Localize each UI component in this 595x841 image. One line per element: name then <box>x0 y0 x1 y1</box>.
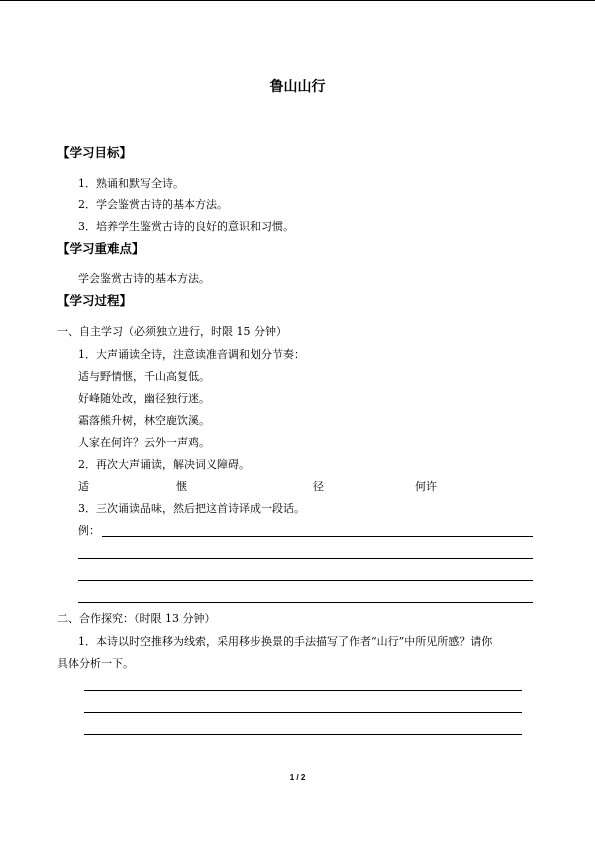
part1-question-2: 2．再次大声诵读，解决词义障碍。 <box>78 458 250 471</box>
part1-question-3: 3．三次诵读品味，然后把这首诗译成一段话。 <box>78 502 305 515</box>
part1-heading: 一、自主学习（必须独立进行，时限 15 分钟） <box>57 325 287 338</box>
answer-line[interactable] <box>102 536 533 537</box>
vocab-word-3: 径 <box>313 480 324 493</box>
part1-question-1: 1．大声诵读全诗，注意读准音调和划分节奏： <box>78 348 305 361</box>
poem-line-3: 霜落熊升树，林空鹿饮溪。 <box>78 414 210 427</box>
goal-item-2: 2．学会鉴赏古诗的基本方法。 <box>78 198 228 211</box>
part2-question-1-line-1: 1．本诗以时空推移为线索，采用移步换景的手法描写了作者“山行”中所见所感？请你 <box>78 635 493 648</box>
part2-heading: 二、合作探究：（时限 13 分钟） <box>57 612 216 625</box>
vocab-word-2: 惬 <box>176 480 187 493</box>
goal-item-3: 3．培养学生鉴赏古诗的良好的意识和习惯。 <box>78 220 294 233</box>
example-label: 例： <box>78 524 100 537</box>
answer-line[interactable] <box>78 558 533 559</box>
section-process-heading: 【学习过程】 <box>57 293 133 308</box>
answer-line[interactable] <box>78 602 533 603</box>
vocab-word-1: 适 <box>78 480 89 493</box>
answer-line[interactable] <box>84 712 522 713</box>
answer-line[interactable] <box>78 580 533 581</box>
section-goals-heading: 【学习目标】 <box>57 145 133 160</box>
goal-item-1: 1．熟诵和默写全诗。 <box>78 177 184 190</box>
section-keypoints-heading: 【学习重难点】 <box>57 241 145 256</box>
part2-question-1-line-2: 具体分析一下。 <box>57 657 134 670</box>
page-number: 1 / 2 <box>289 773 306 782</box>
poem-line-4: 人家在何许？云外一声鸡。 <box>78 436 210 449</box>
vocab-word-4: 何许 <box>415 480 437 493</box>
answer-line[interactable] <box>84 734 522 735</box>
page-title: 鲁山山行 <box>269 79 326 95</box>
poem-line-1: 适与野情惬，千山高复低。 <box>78 370 210 383</box>
poem-line-2: 好峰随处改，幽径独行迷。 <box>78 392 210 405</box>
keypoint-text: 学会鉴赏古诗的基本方法。 <box>78 272 210 285</box>
top-border <box>0 0 595 1</box>
answer-line[interactable] <box>84 690 522 691</box>
